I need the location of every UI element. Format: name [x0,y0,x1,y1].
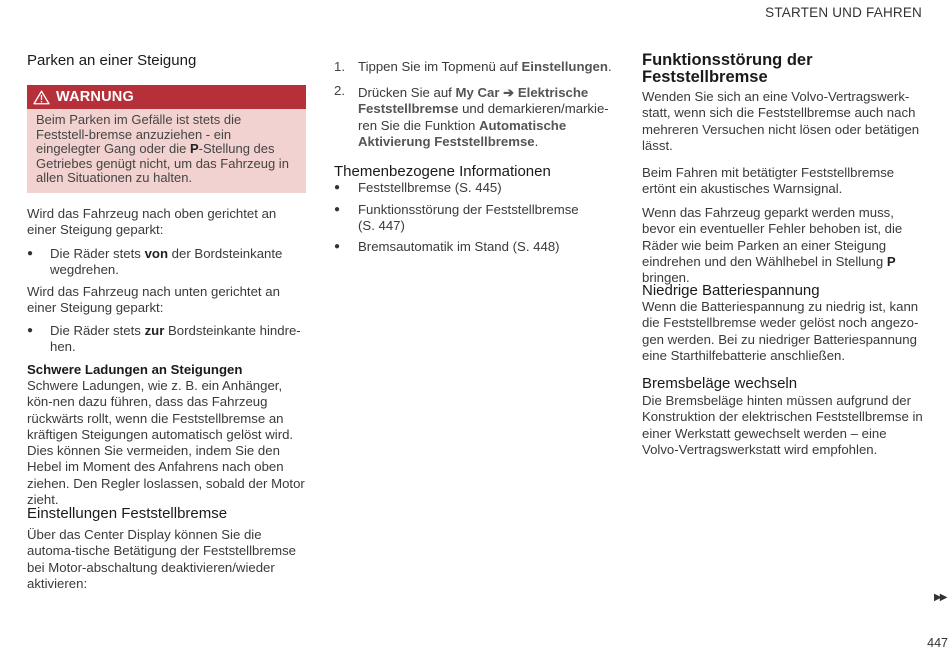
section-title-malfunction: Funktionsstörung der Feststellbremse [642,51,813,86]
para-heavy-loads: Schwere Ladungen, wie z. B. ein Anhänger, kön-nen dazu führen, dass das Fahrzeug rückwärts rollt, wenn die Feststellbremse an kräftigen Steigungen automatisch gelöst wird. Dies können Sie vermeiden, indem Sie den Hebel im Moment des Anfahrens nach oben ziehen. Den Regler loslassen, sobald der Motor zieht. [27,378,305,508]
related-link-2[interactable]: Funktionsstörung der Feststellbremse (S. 447) [358,202,579,234]
section-title-brake-pads: Bremsbeläge wechseln [642,375,798,392]
para-uphill: Wird das Fahrzeug nach oben gerichtet an einer Steigung geparkt: [27,206,277,238]
section-title-battery: Niedrige Batteriespannung [642,282,820,299]
step-2: Drücken Sie auf My Car ➔ Elektrische Feststellbremse und demarkieren/markie-ren Sie die Funktion Automatische Aktivierung Feststellbremse. [358,85,609,149]
subheading-heavy-loads: Schwere Ladungen an Steigungen [27,362,243,377]
bullet-dot: ● [334,204,341,215]
arrow-right-icon: ➔ [503,85,515,100]
related-link-1[interactable]: Feststellbremse (S. 445) [358,180,502,195]
section-title-settings: Einstellungen Feststellbremse [27,505,228,522]
step-1: Tippen Sie im Topmenü auf Einstellungen. [358,59,612,74]
page-number: 447 [927,636,948,650]
warning-header [27,85,306,109]
warning-label: WARNUNG [56,89,134,105]
warning-triangle-icon [33,90,50,105]
section-title-parking: Parken an einer Steigung [27,52,197,69]
bullet-dot: ● [27,248,34,259]
para-settings: Über das Center Display können Sie die automa-tische Betätigung der Feststellbremse bei Motor-abschaltung deaktivieren/wieder aktivieren: [27,527,297,591]
para-parking-fault: Wenn das Fahrzeug geparkt werden muss, bevor ein eventueller Fehler behoben ist, die Räder wie beim Parken an einer Steigung eindrehen und den Wählhebel in Stellung P bringen. [642,205,903,286]
para-downhill: Wird das Fahrzeug nach unten gerichtet an einer Steigung geparkt: [27,284,280,316]
step-number: 1. [334,59,345,74]
bullet-downhill: Die Räder stets zur Bordsteinkante hindre-hen. [50,323,301,355]
para-brake-pads: Die Bremsbeläge hinten müssen aufgrund der Konstruktion der elektrischen Feststellbremse in einer Werkstatt gewechselt werden – eine Volvo-Vertragswerkstatt wird empfohlen. [642,393,923,457]
bullet-dot: ● [27,325,34,336]
warning-text: Beim Parken im Gefälle ist stets die Feststell-bremse anzuziehen - ein eingelegter Gang oder die P-Stellung des Getriebes genügt nicht, um das Fahrzeug in allen Situationen zu halten. [36,112,289,186]
section-title-related: Themenbezogene Informationen [334,163,551,180]
para-battery: Wenn die Batteriespannung zu niedrig ist, kann die Feststellbremse weder gelöst noch angezo-gen werden. Bei zu niedriger Batteriespannung eine Starthilfebatterie anschließen. [642,299,919,363]
next-page-icon[interactable]: ▶▶ [934,592,946,603]
para-malfunction-intro: Wenden Sie sich an eine Volvo-Vertragswerk-statt, wenn sich die Feststellbremse auch nach mehreren Versuchen nicht lösen oder betätigen lässt. [642,89,920,153]
para-warning-signal: Beim Fahren mit betätigter Feststellbremse ertönt ein akustisches Warnsignal. [642,165,895,197]
section-header: STARTEN UND FAHREN [765,5,922,20]
step-number: 2. [334,83,345,98]
bullet-uphill: Die Räder stets von der Bordsteinkante wegdrehen. [50,246,283,278]
bullet-dot: ● [334,182,341,193]
bullet-dot: ● [334,241,341,252]
warning-box [27,85,306,193]
related-link-3[interactable]: Bremsautomatik im Stand (S. 448) [358,239,560,254]
